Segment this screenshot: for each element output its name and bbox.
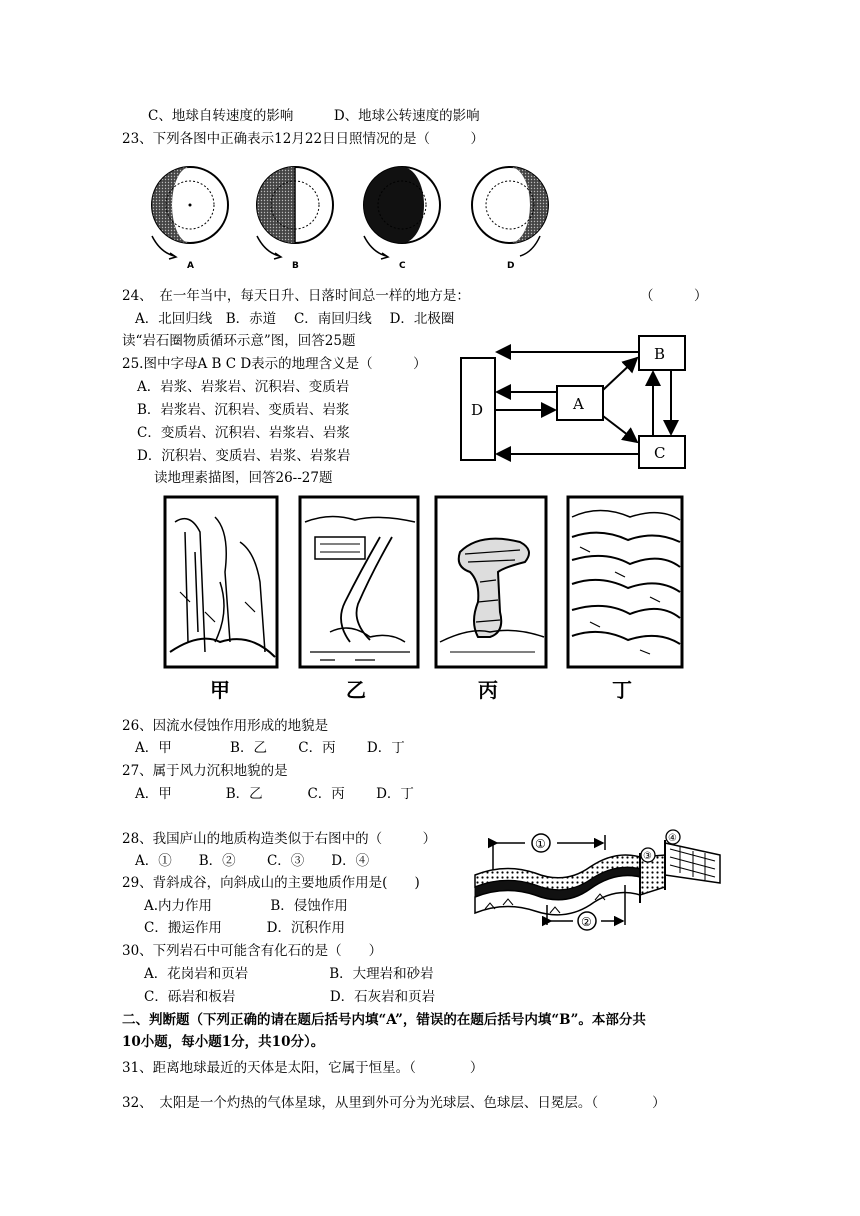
sketch-label-bing: 丙 xyxy=(478,678,498,702)
label-1: ① xyxy=(535,837,546,851)
q24-options: A．北回归线 B．赤道 C．南回归线 D．北极圈 xyxy=(135,311,455,327)
q25-option-b: B．岩浆岩、沉积岩、变质岩、岩浆 xyxy=(137,402,350,418)
q25-intro: 读“岩石圈物质循环示意”图，回答25题 xyxy=(122,333,356,349)
sketch-bing xyxy=(436,497,546,667)
globe-label-d: D xyxy=(507,261,515,271)
sketch-label-jia: 甲 xyxy=(210,678,230,702)
rock-cycle-diagram xyxy=(455,330,705,470)
q32-text: 32、 太阳是一个灼热的气体星球，从里到外可分为光球层、色球层、日冕层。（ ） xyxy=(122,1095,666,1111)
q27-options: A．甲 B．乙 C．丙 D．丁 xyxy=(135,786,414,802)
fold-fault-diagram xyxy=(465,825,730,935)
section2-heading-line2: 10小题，每小题1分，共10分）。 xyxy=(122,1034,325,1050)
label-2: ② xyxy=(581,915,592,929)
q29-options-ab: A.内力作用 B．侵蚀作用 xyxy=(144,898,348,914)
globe-label-c: C xyxy=(399,261,406,271)
globe-label-b: B xyxy=(292,261,299,271)
rock-label-b: B xyxy=(654,345,666,363)
sketch-jia xyxy=(165,497,277,667)
globe-b xyxy=(257,167,333,259)
sketch-yi xyxy=(300,497,418,667)
globe-a xyxy=(152,167,228,259)
q25-option-c: C．变质岩、沉积岩、岩浆岩、岩浆 xyxy=(137,425,350,441)
sketch-ding xyxy=(568,497,682,667)
q25-option-a: A．岩浆、岩浆岩、沉积岩、变质岩 xyxy=(137,379,350,395)
q25-option-d: D．沉积岩、变质岩、岩浆、岩浆岩 xyxy=(137,448,351,464)
q29-text: 29、背斜成谷，向斜成山的主要地质作用是( ) xyxy=(122,875,420,891)
sketch-label-yi: 乙 xyxy=(346,678,366,702)
q26-intro: 读地理素描图，回答26--27题 xyxy=(154,470,333,486)
rock-label-d: D xyxy=(471,401,484,419)
q28-text: 28、我国庐山的地质构造类似于右图中的（ ） xyxy=(122,831,437,847)
q28-options: A．① B．② C．③ D．④ xyxy=(135,853,370,869)
q25-text: 25.图中字母A B C D表示的地理含义是（ ） xyxy=(122,356,427,372)
globe-label-a: A xyxy=(187,261,194,271)
q27-text: 27、属于风力沉积地貌的是 xyxy=(122,763,288,779)
q30-options-ab: A．花岗岩和页岩 B．大理岩和砂岩 xyxy=(144,966,434,982)
q29-options-cd: C．搬运作用 D．沉积作用 xyxy=(144,920,345,936)
section2-heading-line1: 二、判断题（下列正确的请在题后括号内填“A”，错误的在题后括号内填“B”。本部分共 xyxy=(122,1012,646,1028)
q23-text: 23、下列各图中正确表示12月22日日照情况的是（ ） xyxy=(122,131,485,147)
sketch-label-ding: 丁 xyxy=(612,678,632,702)
landform-sketches xyxy=(160,492,690,707)
q26-text: 26、因流水侵蚀作用形成的地貌是 xyxy=(122,718,329,734)
rock-label-c: C xyxy=(654,444,666,462)
q31-text: 31、距离地球最近的天体是太阳，它属于恒星。（ ） xyxy=(122,1060,484,1076)
globe-d xyxy=(472,167,548,256)
label-4: ④ xyxy=(668,833,677,844)
q26-options: A．甲 B．乙 C．丙 D．丁 xyxy=(135,740,405,756)
q22-options-cd: C、地球自转速度的影响 D、地球公转速度的影响 xyxy=(148,108,480,124)
rock-label-a: A xyxy=(573,395,584,413)
q24-paren: （ ） xyxy=(640,288,708,304)
q30-text: 30、下列岩石中可能含有化石的是（ ） xyxy=(122,943,383,959)
q23-figure xyxy=(140,160,560,272)
label-3: ③ xyxy=(643,851,652,862)
q24-text: 24、 在一年当中，每天日升、日落时间总一样的地方是： xyxy=(122,288,470,304)
q30-options-cd: C．砾岩和板岩 D．石灰岩和页岩 xyxy=(144,989,436,1005)
globe-c xyxy=(364,167,440,259)
